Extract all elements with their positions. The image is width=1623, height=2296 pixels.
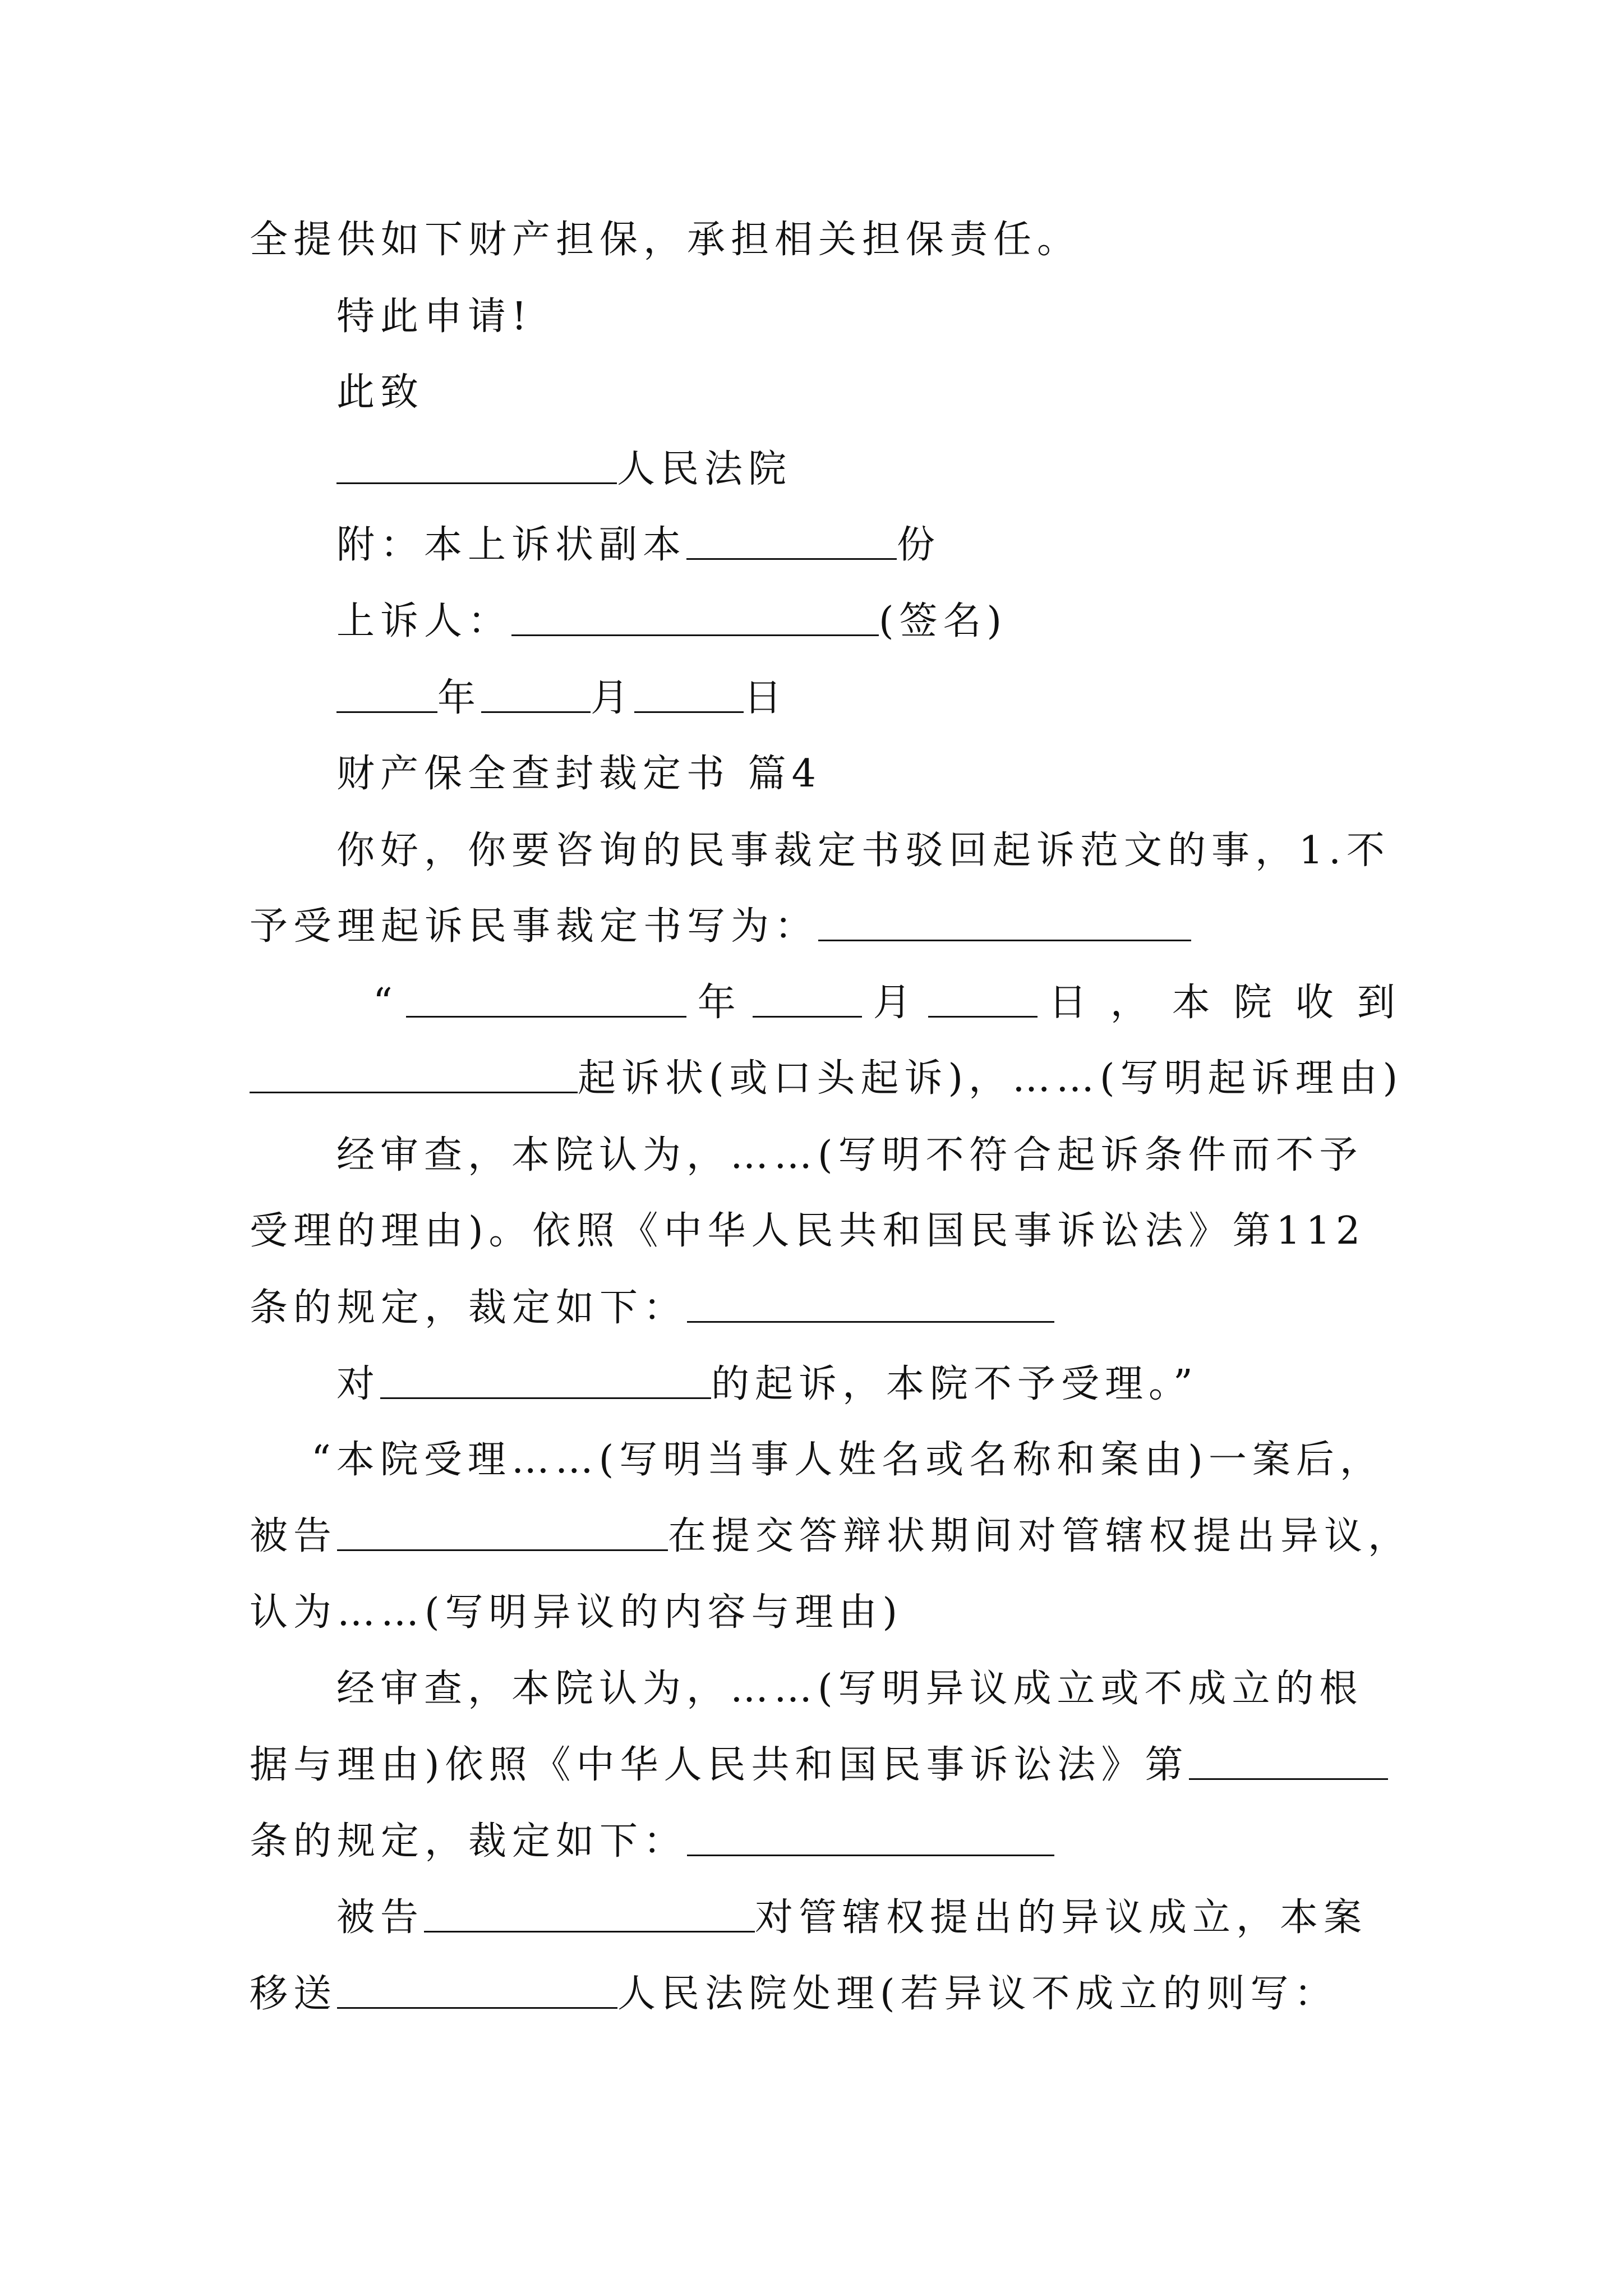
text: 受理的理由)。依照《中华人民共和国民事诉讼法》第112 [250,1209,1366,1253]
text: 日，本院收到 [1048,981,1419,1025]
text-line-3 [336,365,424,421]
date-line [336,670,787,726]
text: 日 [744,676,788,720]
text: 条的规定，裁定如下： [250,1286,688,1330]
text-line-24 [250,1966,1338,2022]
fill-blank [686,524,897,560]
fill-blank [928,982,1038,1018]
text: 全提供如下财产担保，承担相关担保责任。 [250,218,1081,262]
fill-blank [250,1058,578,1093]
fill-blank [424,1897,755,1932]
fill-blank [634,678,744,713]
text: 财产保全查封裁定书 篇4 [336,752,822,796]
fill-blank [336,449,617,484]
text: 条的规定，裁定如下： [250,1819,688,1864]
text: “ [373,981,398,1025]
fill-blank [481,678,591,713]
text-line-22 [250,1814,1054,1870]
text: 人民法院处理(若异议不成立的则写： [617,1972,1338,2016]
text-line-1 [250,212,1081,268]
fill-blank [687,1287,1054,1323]
text: 在提交答辩状期间对管辖权提出异议， [668,1514,1412,1558]
text-line-19 [250,1585,903,1641]
fill-blank [818,906,1191,941]
attachment-line [336,517,940,573]
text: “本院受理……(写明当事人姓名或名称和案由)一案后， [311,1438,1384,1482]
text-line-13 [336,1128,1363,1184]
text-line-15 [250,1280,1054,1336]
fill-blank [687,1821,1054,1856]
text: 你好，你要咨询的民事裁定书驳回起诉范文的事，1.不 [336,829,1390,873]
text: (签名) [879,599,1008,643]
text: 予受理起诉民事裁定书写为： [250,904,819,949]
text: 起诉状(或口头起诉)，……(写明起诉理由) [578,1056,1404,1101]
text: 月 [873,981,917,1025]
text-line-18 [250,1508,1412,1565]
text-line-12 [250,1051,1403,1107]
text: 年 [437,676,482,720]
text-line-11 [373,975,1419,1031]
text: 年 [697,981,741,1025]
text-line-2 [336,289,532,345]
text-line-23 [336,1890,1367,1946]
appellant-line [336,593,1007,650]
fill-blank [337,1516,668,1551]
text: 移送 [250,1972,338,2016]
text: 被告 [336,1895,425,1940]
fill-blank [337,1973,617,2009]
text: 对 [336,1362,381,1406]
text: 据与理由)依照《中华人民共和国民事诉讼法》第 [250,1743,1189,1787]
text: 此致 [336,370,425,415]
text: 份 [897,523,941,567]
text-line-14 [250,1203,1366,1259]
text: 认为……(写明异议的内容与理由) [250,1590,903,1635]
text: 被告 [250,1514,338,1558]
text: 的起诉，本院不予受理。” [711,1362,1198,1406]
fill-blank [753,982,862,1018]
text: 月 [591,676,635,720]
text: 经审查，本院认为，……(写明异议成立或不成立的根 [336,1667,1363,1711]
court-line [336,441,792,498]
text: 经审查，本院认为，……(写明不符合起诉条件而不予 [336,1133,1363,1177]
text-line-16 [336,1356,1198,1412]
text: 上诉人： [336,599,512,643]
section-heading [336,746,822,802]
text-line-21 [250,1737,1388,1793]
text-line-20 [336,1661,1363,1717]
text-line-9 [336,823,1390,879]
text: 附：本上诉状副本 [336,523,687,567]
fill-blank [336,678,437,713]
text: 对管辖权提出的异议成立，本案 [755,1895,1368,1940]
fill-blank [406,982,686,1018]
text: 人民法院 [617,447,792,491]
fill-blank [1189,1745,1388,1780]
text-line-17 [311,1432,1384,1488]
fill-blank [380,1364,711,1399]
fill-blank [511,601,879,636]
text-line-10 [250,899,1191,955]
text: 特此申请! [336,295,533,339]
